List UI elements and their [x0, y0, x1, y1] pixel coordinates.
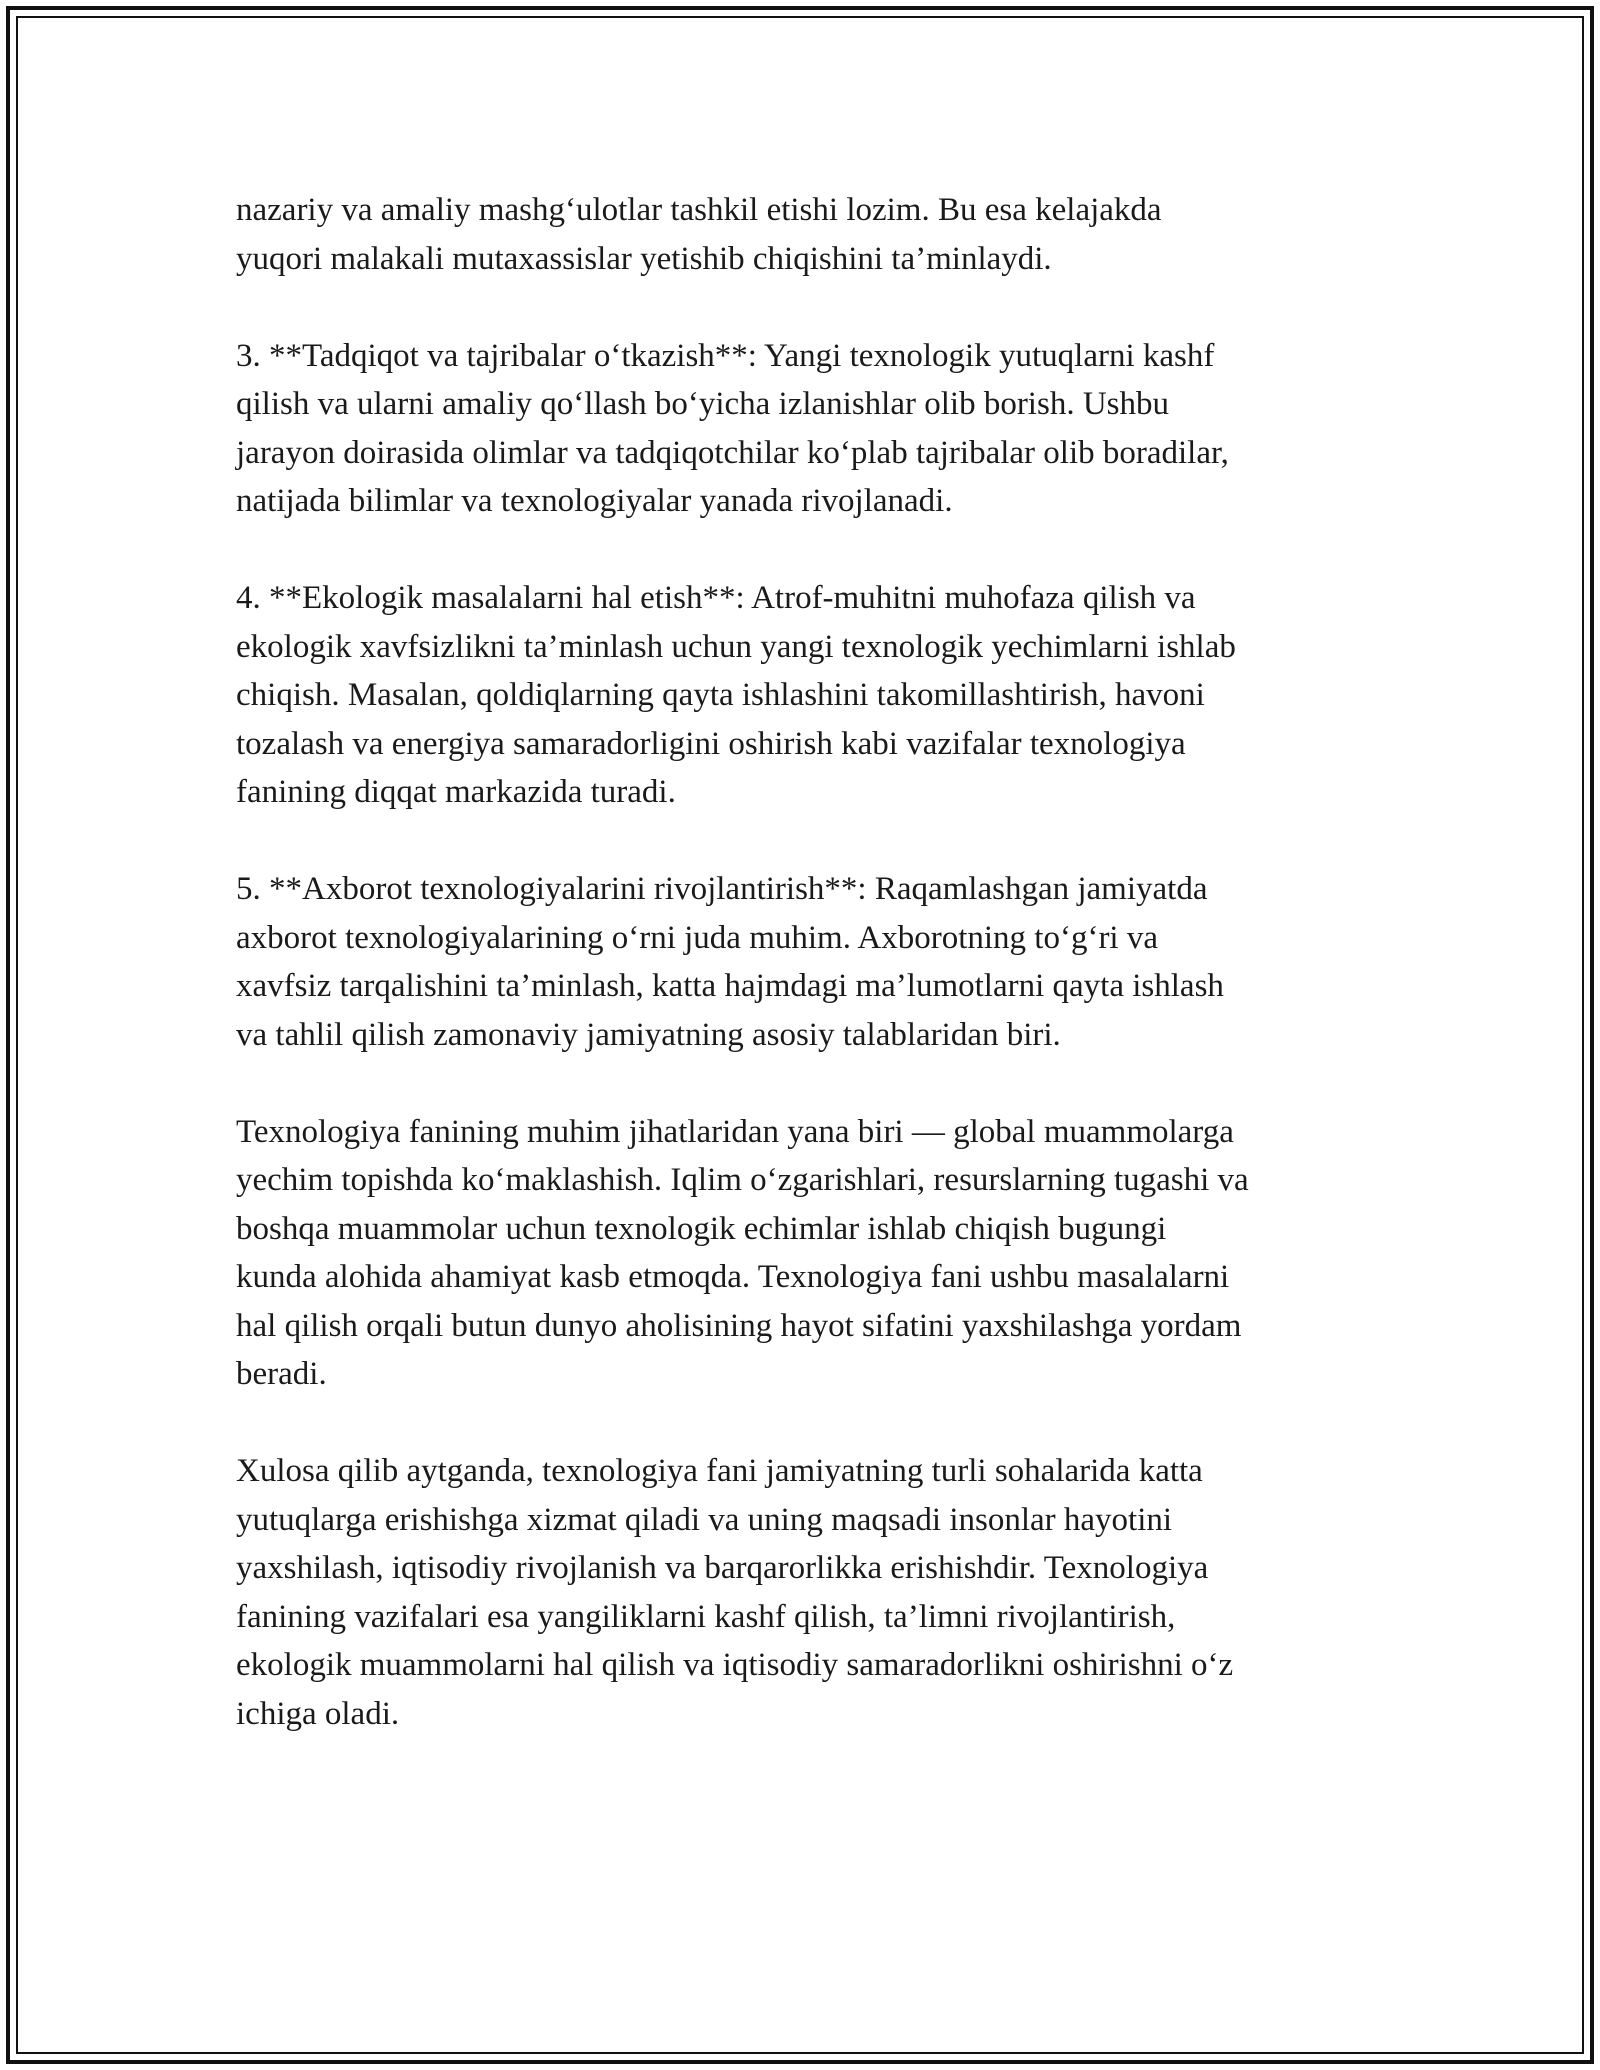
paragraph-continuation: nazariy va amaliy mashg‘ulotlar tashkil etishi lozim. Bu esa kelajakda yuqori malakali mutaxassislar yetishib chiqishini ta’minlaydi.: [236, 192, 1162, 277]
paragraph-item-5: 5. **Axborot texnologiyalarini rivojlantirish**: Raqamlashgan jamiyatda axborot texnologiyalarining o‘rni juda muhim. Axborotning to‘g‘ri va xavfsiz tarqalishini ta’minlash, katta hajmdagi ma’lumotlarni qayta ishlash va tahlil qilish zamonaviy jamiyatning asosiy talablaridan biri.: [236, 871, 1224, 1053]
paragraph-item-3: 3. **Tadqiqot va tajribalar o‘tkazish**: Yangi texnologik yutuqlarni kashf qilish va ularni amaliy qo‘llash bo‘yicha izlanishlar olib borish. Ushbu jarayon doirasida olimlar va tadqiqotchilar ko‘plab tajribalar olib boradilar, natijada bilimlar va texnologiyalar yanada rivojlanadi.: [236, 337, 1229, 519]
document-body: [236, 186, 1366, 1787]
paragraph-global-problems: Texnologiya fanining muhim jihatlaridan yana biri — global muammolarga yechim topishda ko‘maklashish. Iqlim o‘zgarishlari, resurslarning tugashi va boshqa muammolar uchun texnologik echimlar ishlab chiqish bugungi kunda alohida ahamiyat kasb etmoqda. Texnologiya fani ushbu masalalarni hal qilish orqali butun dunyo aholisining hayot sifatini yaxshilashga yordam beradi.: [236, 1113, 1249, 1392]
paragraph-conclusion: Xulosa qilib aytganda, texnologiya fani jamiyatning turli sohalarida katta yutuqlarga erishishga xizmat qiladi va uning maqsadi insonlar hayotini yaxshilash, iqtisodiy rivojlanish va barqarorlikka erishishdir. Texnologiya fanining vazifalari esa yangiliklarni kashf qilish, ta’limni rivojlantirish, ekologik muammolarni hal qilish va iqtisodiy samaradorlikni oshirishni o‘z ichiga oladi.: [236, 1453, 1234, 1732]
paragraph-item-4: 4. **Ekologik masalalarni hal etish**: Atrof-muhitni muhofaza qilish va ekologik xavfsizlikni ta’minlash uchun yangi texnologik yechimlarni ishlab chiqish. Masalan, qoldiqlarning qayta ishlashini takomillashtirish, havoni tozalash va energiya samaradorligini oshirish kabi vazifalar texnologiya fanining diqqat markazida turadi.: [236, 580, 1236, 810]
